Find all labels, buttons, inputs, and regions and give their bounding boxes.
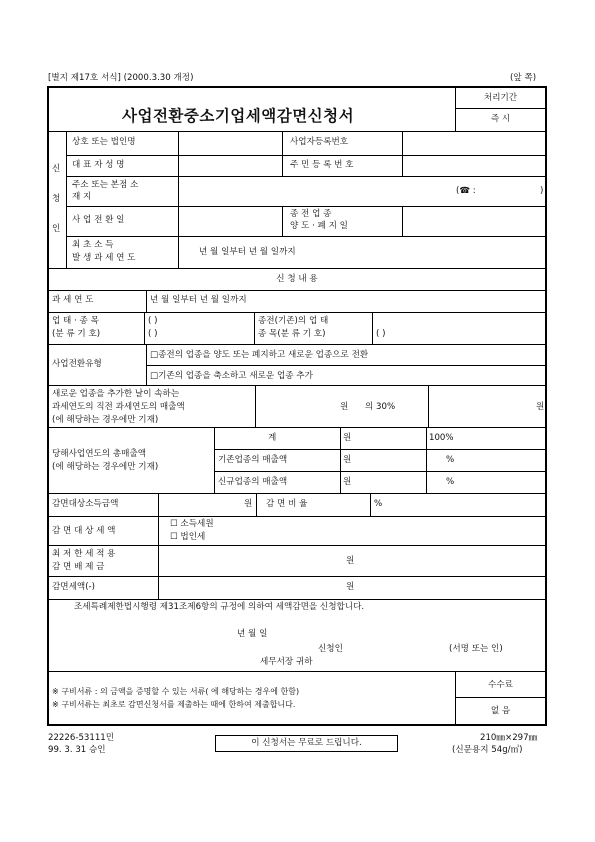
applicant-label: 신청인 <box>318 644 343 654</box>
free-notice: 이 신청서는 무료로 드립니다. <box>251 738 362 748</box>
company-name-label: 상호 또는 법인명 <box>72 137 136 147</box>
percent-unit: % <box>374 499 383 509</box>
processing-period-value: 즉 시 <box>490 114 511 124</box>
divider <box>48 312 546 313</box>
applicant-side-char: 신 <box>52 164 61 174</box>
percent-unit: % <box>446 455 455 465</box>
divider <box>146 365 546 366</box>
divider <box>66 236 546 237</box>
exempt-ratio-label: 감 면 비 율 <box>266 499 308 509</box>
existing-sales-label: 기존업종의 매출액 <box>218 455 288 465</box>
divider <box>48 427 546 428</box>
exempt-income-label: 감면대상소득금액 <box>52 499 119 509</box>
page-side-label: (앞 쪽) <box>510 73 537 83</box>
processing-period-label: 처리기간 <box>483 93 518 103</box>
divider <box>428 385 429 427</box>
phone-close: ) <box>540 186 544 196</box>
fee-label: 수수료 <box>488 680 513 690</box>
total-label: 계 <box>268 433 277 443</box>
prev-business-label-1: 종 전 업 종 <box>290 209 332 219</box>
declaration-date: 년 월 일 <box>237 629 268 639</box>
won-unit: 원 <box>343 433 352 443</box>
representative-label: 대 표 자 성 명 <box>72 160 125 170</box>
divider <box>214 427 215 493</box>
phone-label: (☎ : <box>456 186 476 196</box>
won-unit: 원 <box>346 582 355 592</box>
divider <box>372 312 373 344</box>
won-unit: 원 <box>346 556 355 566</box>
won-unit: 원 <box>343 477 352 487</box>
fee-value: 없 음 <box>490 706 511 716</box>
first-income-period: 년 월 일부터 년 월 일까지 <box>199 247 296 257</box>
divider <box>426 427 427 493</box>
percent-unit: % <box>446 477 455 487</box>
processing-separator <box>455 108 546 109</box>
fee-separator <box>455 697 546 698</box>
exempt-amount-label: 감면세액(-) <box>52 582 96 592</box>
applicant-side-char: 청 <box>52 194 61 204</box>
new-sales-label: 신규업종의 매출액 <box>218 477 288 487</box>
form-number: 22226-53111민 <box>48 733 115 743</box>
addressee: 세무서장 귀하 <box>260 657 313 667</box>
divider <box>48 671 546 672</box>
label-col-divider <box>178 131 179 268</box>
min-tax-label-2: 감 면 배 제 금 <box>52 562 105 572</box>
new-business-label-2: 과세연도의 직전 과세연도의 매출액 <box>52 402 185 412</box>
won-unit: 원 <box>340 402 349 412</box>
declaration-statement: 조세특례제한법시행령 제31조제6항의 규정에 의하여 세액감면을 신청합니다. <box>74 602 365 612</box>
conversion-type-label: 사업전환유형 <box>52 359 102 369</box>
note-documents: ※ 구비서류 : 의 금액을 증명할 수 있는 서류( 에 해당하는 경우에 한함) <box>52 687 300 696</box>
total-sales-label-2: (에 해당하는 경우에만 기재) <box>52 462 159 472</box>
exempt-tax-label: 감 면 대 상 세 액 <box>52 526 116 536</box>
applicant-side-char: 인 <box>52 224 61 234</box>
form-reference: [별지 제17호 서식] (2000.3.30 개정) <box>48 73 194 83</box>
conversion-date-label: 사 업 전 환 일 <box>72 215 125 225</box>
paper-type: (신문용지 54g/㎡) <box>452 745 523 755</box>
form-title: 사업전환중소기업세액감면신청서 <box>122 107 355 125</box>
biz-type-label-2: (분 류 기 호) <box>52 329 101 339</box>
divider <box>402 206 403 236</box>
divider <box>66 155 546 156</box>
prev-type-paren: ( ) <box>376 329 386 339</box>
divider <box>340 427 341 493</box>
biz-type-paren-2: ( ) <box>148 329 158 339</box>
divider <box>214 471 546 472</box>
divider <box>282 131 283 176</box>
conversion-type-option-2[interactable]: □기존의 업종을 축소하고 새로운 업종 추가 <box>150 371 313 381</box>
divider <box>144 312 145 344</box>
address-label-2: 재 지 <box>72 192 92 202</box>
new-business-label-1: 새로운 업종을 추가한 날이 속하는 <box>52 389 180 399</box>
note-first-submission: ※ 구비서류는 최초로 감면신청서를 제출하는 때에 한하여 제출합니다. <box>52 700 296 709</box>
divider <box>48 516 546 517</box>
signature-label: (서명 또는 인) <box>449 644 503 654</box>
divider <box>66 176 546 177</box>
divider <box>256 493 257 516</box>
tax-year-label: 과 세 연 도 <box>52 295 94 305</box>
prev-type-label-1: 종전(기존)의 업 태 <box>258 316 329 326</box>
won-unit: 원 <box>536 402 545 412</box>
divider <box>48 545 546 546</box>
resident-reg-no-label: 주 민 등 록 번 호 <box>290 160 354 170</box>
income-tax-checkbox[interactable]: ☐ 소득세원 <box>170 519 214 529</box>
first-income-label-1: 최 초 소 득 <box>72 240 114 250</box>
business-reg-no-label: 사업자등록번호 <box>290 137 349 147</box>
first-income-label-2: 발 생 과 세 연 도 <box>72 253 136 263</box>
divider <box>282 206 283 236</box>
divider <box>48 268 546 269</box>
biz-type-label-1: 업 태 · 종 목 <box>52 316 99 326</box>
divider <box>255 385 256 427</box>
conversion-type-option-1[interactable]: □종전의 업종을 양도 또는 폐지하고 새로운 업종으로 전환 <box>150 350 369 360</box>
min-tax-label-1: 최 저 한 세 적 용 <box>52 549 116 559</box>
applicant-side-divider <box>66 131 67 268</box>
paper-size: 210㎜×297㎜ <box>480 733 538 743</box>
divider <box>48 493 546 494</box>
won-unit: 원 <box>244 499 253 509</box>
divider <box>48 385 546 386</box>
divider <box>370 493 371 516</box>
divider <box>146 290 147 312</box>
divider <box>214 449 546 450</box>
approval-date: 99. 3. 31 승인 <box>48 745 106 755</box>
divider <box>402 131 403 176</box>
tax-year-period: 년 월 일부터 년 월 일까지 <box>150 295 247 305</box>
new-business-label-3: (에 해당하는 경우에만 기재) <box>52 415 159 425</box>
divider <box>48 576 546 577</box>
divider <box>48 599 546 600</box>
thirty-percent-label: 의 30% <box>365 402 396 412</box>
address-label-1: 주소 또는 본점 소 <box>72 180 139 190</box>
won-unit: 원 <box>343 455 352 465</box>
hundred-percent-label: 100% <box>429 433 454 443</box>
prev-type-label-2: 종 목(분 류 기 호) <box>258 329 326 339</box>
divider <box>48 131 546 132</box>
biz-type-paren-1: ( ) <box>148 316 158 326</box>
divider <box>254 312 255 344</box>
divider <box>48 290 546 291</box>
divider <box>158 493 159 599</box>
prev-business-label-2: 양 도 · 폐 지 일 <box>290 221 348 231</box>
corporate-tax-checkbox[interactable]: ☐ 법인세 <box>170 532 206 542</box>
divider <box>66 206 546 207</box>
details-heading: 신 청 내 용 <box>276 274 318 284</box>
divider <box>48 344 546 345</box>
total-sales-label-1: 당해사업연도의 총매출액 <box>52 449 147 459</box>
